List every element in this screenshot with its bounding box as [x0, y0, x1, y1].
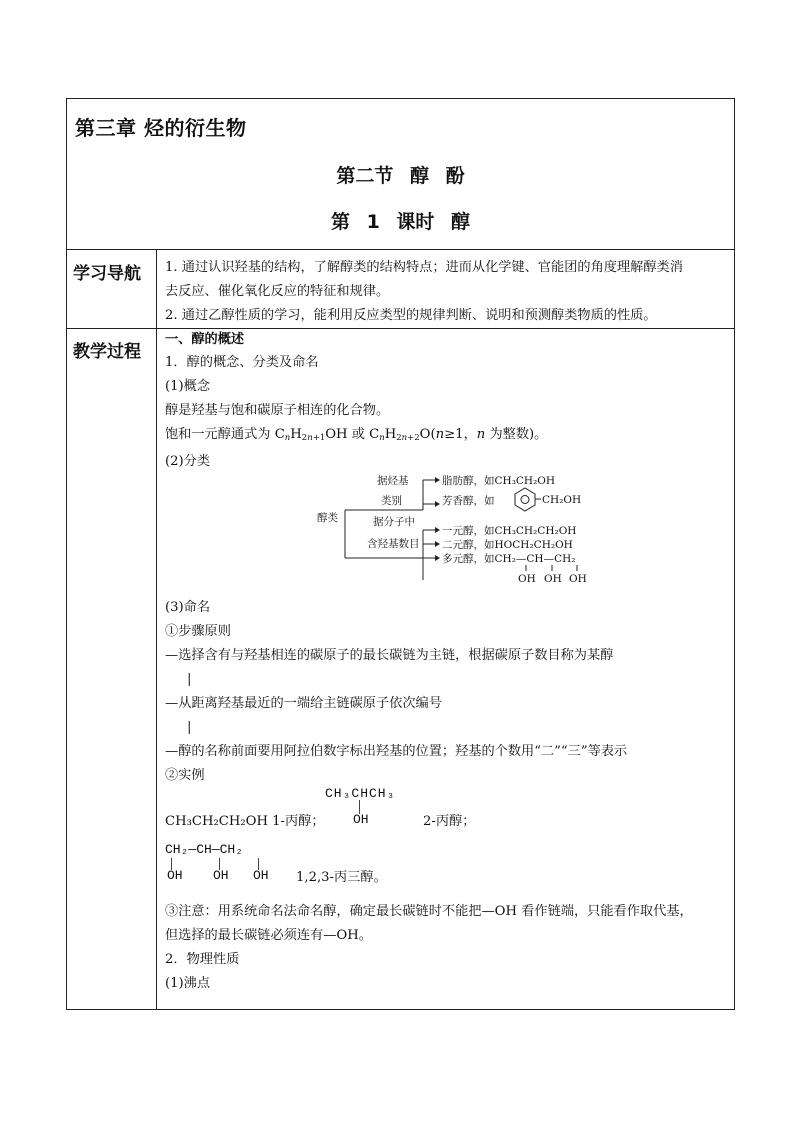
diagram-aliphatic: 脂肪醇，如CH₃CH₂OH — [442, 475, 556, 487]
subheading-physical-properties: 2．物理性质 — [165, 952, 240, 967]
diagram-poly: 多元醇，如CH₂—CH—CH₂ — [442, 553, 576, 565]
examples-title: ②实例 — [165, 768, 205, 783]
example-2-name: 2-丙醇； — [423, 814, 476, 829]
guide-item-1-line-1: 1. 通过认识羟基的结构，了解醇类的结构特点；进而从化学键、官能团的角度理解醇类消 — [165, 260, 683, 275]
guide-content — [165, 256, 726, 328]
guide-item-2: 2. 通过乙醇性质的学习，能利用反应类型的规律判断、说明和预测醇类物质的性质。 — [165, 308, 657, 323]
benzene-ring — [515, 488, 535, 511]
note-line-2: 但选择的最长碳链必须连有—OH。 — [165, 928, 372, 943]
step-connector: | — [187, 672, 192, 687]
example-3-oh: OH — [213, 868, 229, 883]
guide-label: 学习导航 — [73, 264, 141, 284]
steps-title: ①步骤原则 — [165, 624, 231, 639]
arrow-head — [435, 527, 440, 533]
step-connector: | — [187, 720, 192, 735]
general-formula: 饱和一元醇通式为 $C_nH_{2n+1}OH$ 或 $C_nH_{2n+2}O(n\ge 1$，n 为整数)。 — [165, 427, 548, 443]
diagram-oh: OH — [569, 573, 587, 585]
example-3-name: 1,2,3-丙三醇。 — [296, 870, 387, 885]
benzene-circle — [521, 496, 529, 504]
arrow-head — [435, 501, 440, 507]
arrow-head — [435, 541, 440, 547]
diagram-root: 醇类 — [317, 512, 338, 524]
diagram-mono: 一元醇，如CH₃CH₂CH₂OH — [442, 525, 577, 537]
example-3-oh: OH — [253, 868, 269, 883]
step-3: —醇的名称前面要用阿拉伯数字标出羟基的位置；羟基的个数用“二”“三”等表示 — [165, 744, 628, 759]
example-2-chain: CH₃CHCH₃ — [325, 786, 396, 801]
guide-item-1-line-2: 去反应、催化氧化反应的特征和规律。 — [165, 284, 390, 299]
diagram-by-hydrocarbon: 据烃基 — [377, 475, 409, 487]
example-2-oh: OH — [353, 812, 369, 827]
lesson-title: 第 1 课时 醇 — [330, 211, 471, 233]
step-1: —选择含有与羟基相连的碳原子的最长碳链为主链，根据碳原子数目称为某醇 — [165, 648, 614, 663]
heading-alcohol-overview: 一、醇的概述 — [165, 332, 245, 347]
concept-definition: 醇是羟基与饱和碳原子相连的化合物。 — [165, 403, 390, 418]
step-2: —从距离羟基最近的一端给主链碳原子依次编号 — [165, 696, 442, 711]
chapter-title: 第三章 烃的衍生物 — [75, 116, 247, 140]
concept-title: (1)概念 — [165, 379, 211, 394]
worksheet-table — [66, 98, 735, 1010]
classification-title: (2)分类 — [165, 454, 211, 469]
naming-title: (3)命名 — [165, 600, 211, 615]
diagram-aromatic: 芳香醇，如 — [442, 495, 495, 507]
column-divider — [156, 249, 157, 1009]
examples-block — [165, 788, 726, 900]
diagram-by-count-2: 含羟基数目 — [367, 538, 420, 550]
divider — [67, 249, 734, 250]
example-3-chain: CH₂—CH—CH₂ — [165, 842, 244, 857]
section-title: 第二节 醇 酚 — [336, 165, 465, 187]
boiling-point-title: (1)沸点 — [165, 976, 211, 991]
process-content — [165, 329, 726, 996]
diagram-oh: OH — [518, 573, 536, 585]
arrow-head — [435, 555, 440, 561]
diagram-ch2oh: CH₂OH — [542, 494, 582, 506]
example-1: CH₃CH₂CH₂OH 1-丙醇； — [165, 814, 325, 829]
process-label: 教学过程 — [73, 342, 141, 362]
classification-tree-svg — [315, 474, 715, 596]
diagram-by-count-1: 据分子中 — [373, 516, 415, 528]
example-3-oh: OH — [167, 868, 183, 883]
classification-diagram — [165, 474, 726, 596]
arrow-head — [435, 477, 440, 483]
note-line-1: ③注意：用系统命名法命名醇，确定最长碳链时不能把—OH 看作链端，只能看作取代基， — [165, 904, 693, 919]
subheading-concept-classification: 1．醇的概念、分类及命名 — [165, 355, 319, 370]
diagram-category: 类别 — [381, 495, 402, 507]
diagram-oh: OH — [544, 573, 562, 585]
diagram-di: 二元醇，如HOCH₂CH₂OH — [442, 539, 573, 551]
